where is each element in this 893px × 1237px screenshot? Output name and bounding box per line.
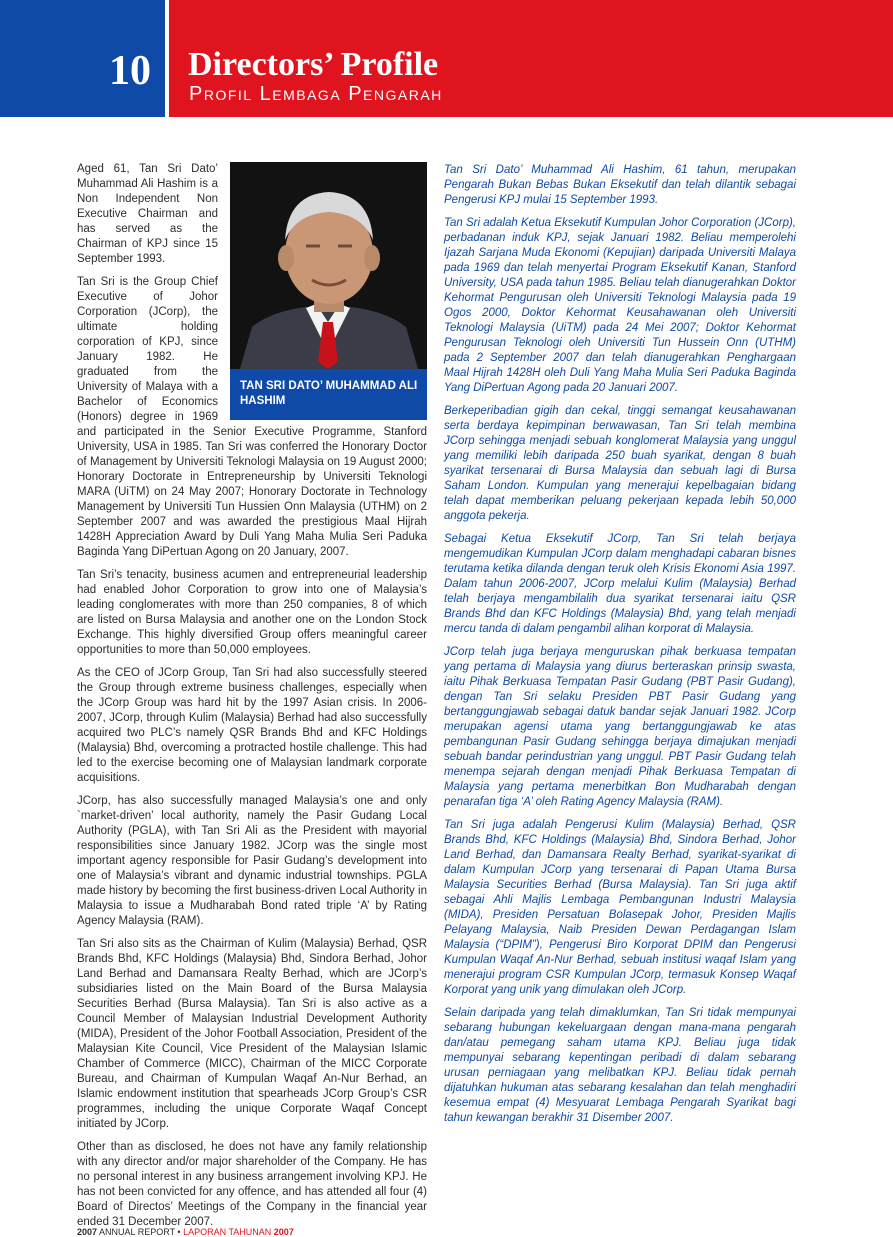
- malay-paragraph: Sebagai Ketua Eksekutif JCorp, Tan Sri telah berjaya mengemudikan Kumpulan JCorp dalam menghadapi cabaran bisnes terutama ketika dilanda dengan teruk oleh Krisis Ekonomi Asia 1997. Dalam tahun 2006-2007, JCorp melalui Kulim (Malaysia) Berhad telah berjaya mengambilalih dua syarikat tersenarai iaitu QSR Brands Bhd dan KFC Holdings (Malaysia) Bhd, yang telah menjadi mercu tanda di dalam pengambil alihan korporat di Malaysia.: [444, 533, 796, 635]
- footer-label-en: ANNUAL REPORT: [99, 1227, 175, 1237]
- english-paragraph: Tan Sri also sits as the Chairman of Kulim (Malaysia) Berhad, QSR Brands Bhd, KFC Holdings (Malaysia) Bhd, Sindora Berhad, Johor Land Berhad and Damansara Realty Berhad, which are JCorp’s subsidiaries listed on the Main Board of the Bursa Malaysia Securities Berhad (Bursa Malaysia). Tan Sri is also active as a Council Member of Malaysian Industrial Development Authority (MIDA), President of the Johor Football Association, President of the Malaysian Kite Council, Vice President of the Malaysian Islamic Chamber of Commerce (MICC), Chairman of the MICC Corporate Bureau, and Chairman of Kumpulan Waqaf An-Nur Berhad, an Islamic endowment institution that spearheads JCorp Group’s CSR programmes, including the unique Corporate Waqaf Concept initiated by JCorp.: [77, 938, 427, 1130]
- malay-paragraph: Tan Sri Dato’ Muhammad Ali Hashim, 61 tahun, merupakan Pengarah Bukan Bebas Bukan Eksekutif dan telah dilantik sebagai Pengerusi KPJ mulai 15 September 1993.: [444, 164, 796, 206]
- malay-paragraph: Berkeperibadian gigih dan cekal, tinggi semangat keusahawanan serta berdaya kepimpinan berwawasan, Tan Sri telah membina JCorp sehingga menjadi sebuah konglomerat Malaysia yang unggul yang memiliki lebih daripada 250 buah syarikat, dengan 8 buah syarikat tersenarai di Bursa Malaysia dan sebuah lagi di Bursa Saham London. Kumpulan yang menerajui kepelbagaian bidang telah dapat memberikan peluang pekerjaan kepada lebih 50,000 anggota pekerja.: [444, 405, 796, 522]
- english-column: [77, 162, 427, 1237]
- malay-paragraph: Tan Sri juga adalah Pengerusi Kulim (Malaysia) Berhad, QSR Brands Bhd, KFC Holdings (Malaysia) Bhd, Sindora Berhad, Johor Land Berhad, dan Damansara Realty Berhad, syarikat-syarikat di dalam Kumpulan JCorp yang tersenarai di Papan Utama Bursa Malaysia Securities Berhad (Bursa Malaysia). Tan Sri juga aktif sebagai Ahli Majlis Lembaga Pembangunan Industri Malaysia (MIDA), Presiden Persatuan Bolasepak Johor, Presiden Majlis Pelayang Malaysia, Naib Presiden Dewan Perdagangan Islam Malaysia (“DPIM”), Pengerusi Biro Korporat DPIM dan Pengerusi Kumpulan Waqaf An-Nur Berhad, sebuah institusi waqaf Islam yang menerajui program CSR Kumpulan JCorp, termasuk Konsep Waqaf Korporat yang unik yang dimulakan oleh JCorp.: [444, 819, 796, 996]
- page-footer: [77, 1227, 294, 1237]
- malay-paragraph: Selain daripada yang telah dimaklumkan, Tan Sri tidak mempunyai sebarang hubungan kekeluargaan dengan mana-mana pengarah dan/atau pemegang saham utama KPJ. Beliau juga tidak mempunyai sebarang kepentingan peribadi di dalam sebarang urusan perniagaan yang melibatkan KPJ. Beliau tidak pernah dijatuhkan hukuman atas sebarang kesalahan dan telah menghadiri kesemua empat (4) Mesyuarat Lembaga Pengarah Syarikat bagi tahun kewangan berakhir 31 Disember 2007.: [444, 1007, 796, 1124]
- footer-year-right: 2007: [273, 1227, 294, 1237]
- english-paragraph: Tan Sri’s tenacity, business acumen and entrepreneurial leadership had enabled Johor Corporation to grow into one of Malaysia’s leading conglomerates with more than 250 companies, 8 of which are listed on Bursa Malaysia and another one on the London Stock Exchange. This highly diversified Group offers meaningful career opportunities to more than 50,000 employees.: [77, 569, 427, 656]
- english-paragraph: As the CEO of JCorp Group, Tan Sri had also successfully steered the Group through extreme business challenges, especially when the JCorp Group was hard hit by the 1997 Asian crisis. In 2006-2007, JCorp, through Kulim (Malaysia) Berhad had also successfully acquired two PLC’s namely QSR Brands Bhd and KFC Holdings (Malaysia) Bhd, overcoming a protracted hostile challenge. This had led to the exercise becoming one of Malaysian landmark corporate acquisitions.: [77, 667, 427, 784]
- page-number: 10: [109, 48, 151, 94]
- director-name-caption: TAN SRI DATO’ MUHAMMAD ALI HASHIM: [240, 380, 418, 407]
- director-photo: [230, 162, 427, 369]
- malay-paragraph: JCorp telah juga berjaya menguruskan pihak berkuasa tempatan yang pertama di Malaysia yang diurus berteraskan prinsip swasta, iaitu Pihak Berkuasa Tempatan Pasir Gudang (PBT Pasir Gudang), dengan Tan Sri selaku Presiden PBT Pasir Gudang yang bertanggungjawab sebagai datuk bandar sejak Januari 1982. JCorp merupakan agensi utama yang bertanggungjawab ke atas pembangunan Pasir Gudang sehingga berjaya dimajukan menjadi sebuah bandar perindustrian yang unggul. PBT Pasir Gudang telah menempa sejarah dengan menjadi Pihak Berkuasa Tempatan di Malaysia yang pertama menerbitkan Bon Mudharabah dengan penarafan tiga ‘A’ oleh Rating Agency Malaysia (RAM).: [444, 646, 796, 808]
- malay-paragraph: Tan Sri adalah Ketua Eksekutif Kumpulan Johor Corporation (JCorp), perbadanan induk KPJ, sejak Januari 1982. Beliau memperolehi Ijazah Sarjana Muda Ekonomi (Kepujian) daripada Universiti Malaya pada 1969 dan telah menyertai Program Eksekutif Kanan, Stanford University, USA pada tahun 1985. Beliau telah dianugerahkan Doktor Kehormat Pengurusan oleh Universiti Teknologi Malaysia pada 19 Ogos 2000, Doktor Kehormat Keusahawanan oleh Universiti Teknologi Malaysia (UiTM) pada 24 Mei 2007; Doktor Kehormat Pengurusan Teknologi oleh Universiti Tun Hussein Onn (UTHM) pada 2 September 2007 dan telah dianugerahkan Penghargaan Maal Hijrah 1428H oleh Duli Yang Maha Mulia Seri Paduka Baginda Yang DiPertuan Agong pada 20 Januari 2007.: [444, 217, 796, 394]
- director-portrait: [230, 162, 427, 420]
- english-paragraph: JCorp, has also successfully managed Malaysia’s one and only `market-driven’ local authority, namely the Pasir Gudang Local Authority (PGLA), with Tan Sri Ali as the President with mayorial responsibilities since January 1982. JCorp was the single most important agency responsible for Pasir Gudang’s development into one of Malaysia’s vibrant and dynamic industrial townships. PGLA made history by becoming the first business-driven Local Authority in Malaysia to issue a Mudharabah Bond rated triple ‘A’ by Rating Agency Malaysia (RAM).: [77, 795, 427, 927]
- english-paragraph: Other than as disclosed, he does not have any family relationship with any director and/or major shareholder of the Company. He has no personal interest in any business arrangement involving KPJ. He has not been convicted for any offence, and has attended all four (4) Board of Directos’ Meetings of the Company in the financial year ended 31 December 2007.: [77, 1141, 427, 1228]
- footer-bullet: •: [177, 1227, 181, 1237]
- page-subtitle: Profil Lembaga Pengarah: [189, 83, 443, 105]
- footer-label-my: LAPORAN TAHUNAN: [183, 1227, 272, 1237]
- english-paragraph: Aged 61, Tan Sri Dato’ Muhammad Ali Hashim is a Non Independent Non Executive Chairman and has served as the Chairman of KPJ since 15 September 1993.: [77, 163, 218, 265]
- page-title: Directors’ Profile: [188, 46, 439, 83]
- footer-year-left: 2007: [77, 1227, 98, 1237]
- portrait-illustration: [230, 162, 427, 369]
- malay-column: [444, 163, 796, 1134]
- english-paragraph: Tan Sri is the Group Chief Executive of Johor Corporation (JCorp), the ultimate holding corporation of KPJ, since January 1982. He graduated from the University of Malaya with a Bachelor of Economics (Honors) degree in 1969 and participated in the Senior Executive Programme, Stanford University, USA in 1985. Tan Sri was conferred the Honorary Doctor of Management by Universiti Teknologi Malaysia on 19 August 2000; Honorary Doctorate in Entrepreneurship by Universiti Teknologi MARA (UiTM) on 24 May 2007; Honorary Doctorate in Technology Management by Universiti Tun Hussien Onn Malaysia (UTHM) on 2 September 2007 and was awarded the prestigious Maal Hijrah 1428H Appreciation Award by Duli Yang Maha Mulia Seri Paduka Baginda Yang DiPertuan Agong on 20 January, 2007.: [77, 276, 427, 558]
